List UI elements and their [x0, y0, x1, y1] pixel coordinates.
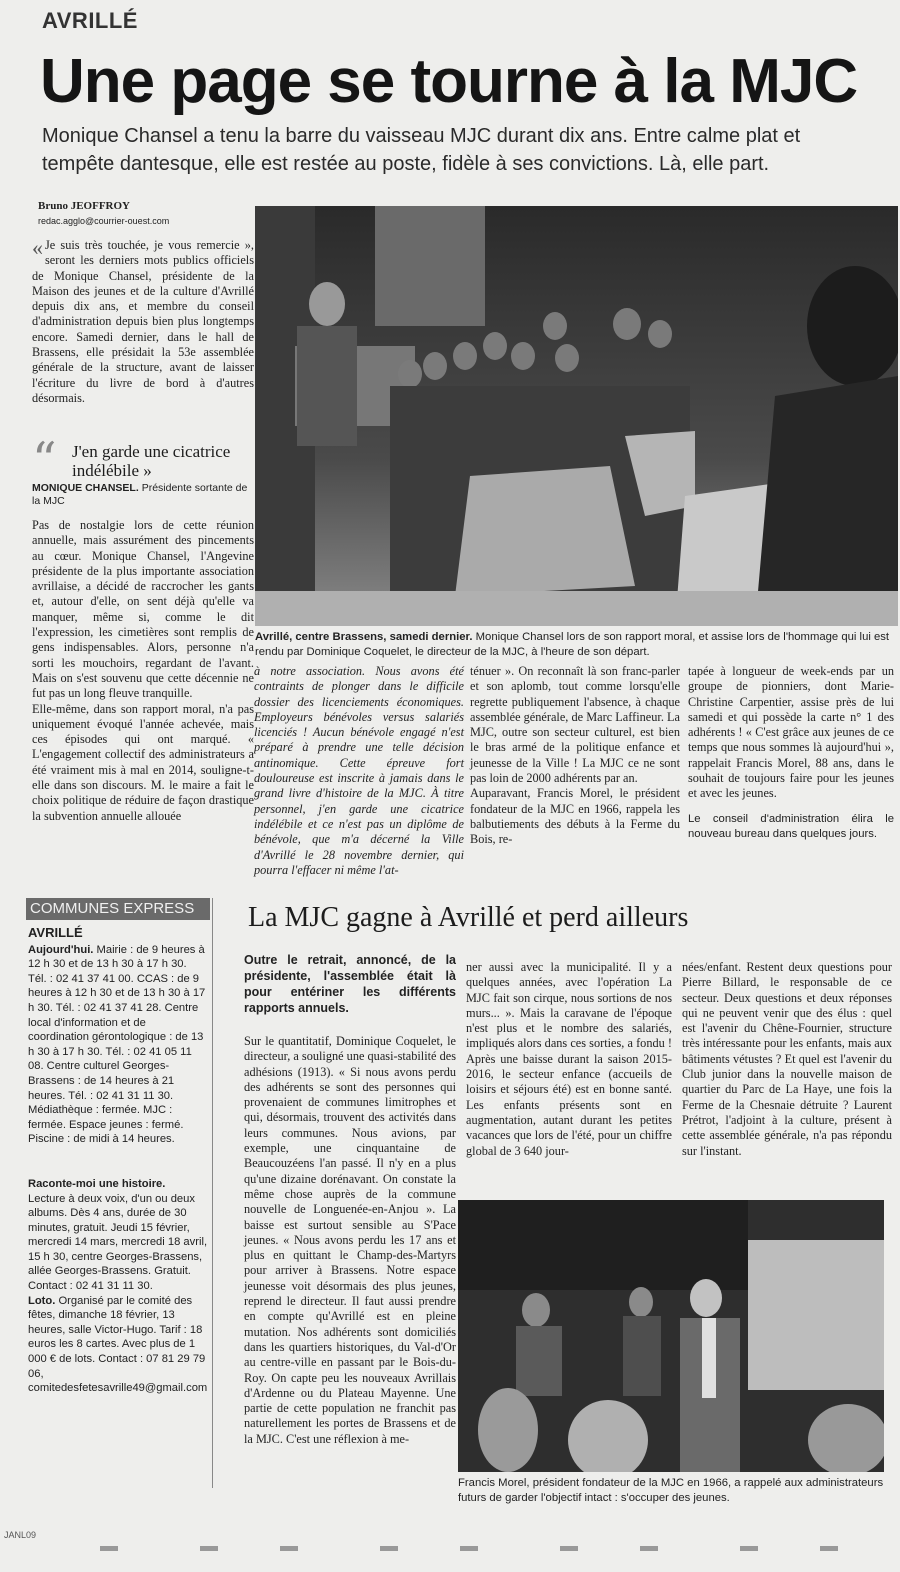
- column-divider: [212, 898, 213, 1488]
- assembly-photo-image: [255, 206, 898, 626]
- sidebar-loto: Loto. Organisé par le comité des fêtes, dimanche 18 février, 13 heures, salle Victor-Hugo. Tarif : 18 euros les 8 cartes. Avec plus de 1 000 € de lots. Contact : 07 81 29 79 06, comitedesfetesavrille49@gmail.com: [28, 1294, 208, 1395]
- quote-marks-icon: “: [32, 432, 57, 488]
- sidebar-story: Raconte-moi une histoire. Lecture à deux voix, d'un ou deux albums. Dès 4 ans, durée de 30 minutes, gratuit. Jeudi 15 février, mercredi 14 mars, mercredi 18 avril, 15 h 30, centre Georges-Brassens, allée Georges-Brassens. Gratuit. Contact : 02 41 31 11 30.: [28, 1177, 208, 1293]
- paragraph: nées/enfant. Restent deux questions pour Pierre Billard, le responsable de ce secteur. Deux questions et deux réponses qui ne peuvent venir que des élus : quel est l'avenir du Chêne-Fournier, structure très intéressante pour les enfants, mais aux bâtiments vétustes ? Et quel est l'avenir du Club junior dans la nouvelle maison de quartier du Parc de La Haye, une fois la Ferme de la Chesnaie détruite ? Laurent Prétrot, l'adjoint à la culture, présent à cette assemblée générale, n'a pas répondu sur l'instant.: [682, 960, 893, 1158]
- caption-lead: Avrillé, centre Brassens, samedi dernier.: [255, 631, 473, 643]
- article-column-1: [32, 518, 254, 824]
- sidebar-city: AVRILLÉ: [28, 925, 83, 940]
- paragraph: ténuer ». On reconnaît là son franc-parler et son aplomb, tout comme lorsqu'elle regrette publiquement l'absence, à chaque assemblée générale, de Marc Laffineur. La MJC, outre son secteur culturel, est bien le bras armé de la politique enfance et jeunesse de la Ville ! La MJC ce ne sont pas loin de 2000 adhérents par an.: [470, 664, 680, 786]
- article-column-4: [688, 664, 894, 842]
- sub-article-column-2: [466, 960, 672, 1159]
- caption-text: Monique Chansel lors de son rapport moral, et assise lors de l'hommage qui lui est rendu par Dominique Coquelet, le directeur de la MJC, à l'heure de son départ.: [255, 631, 890, 658]
- sub-article-column-3: [682, 960, 892, 1159]
- print-mark: [820, 1546, 838, 1551]
- paragraph: Elle-même, dans son rapport moral, n'a pas uniquement évoqué l'année achevée, mais ces épisodes qui ont marqué. « L'engagement collectif des administrateurs a été vraiment mis à mal en 2014, souligne-t-elle dans son discours. M. le maire a fait le choix politique de réduire de façon drastique la subvention annuelle allouée: [32, 701, 254, 823]
- speaker-photo-image: [458, 1200, 884, 1472]
- byline: Bruno JEOFFROY: [38, 200, 130, 212]
- section-label: AVRILLÉ: [42, 8, 138, 33]
- article-column-2: [254, 664, 464, 878]
- paragraph: à notre association. Nous avons été contraints de plonger dans le difficile dossier des licenciements économiques. Employeurs bénévoles versus salariés licenciés ! Aucun bénévole engagé n'est préparé à prendre une telle décision antinomique. Cette épreuve fort douloureuse est inscrite à jamais dans le grand livre d'histoire de la MJC. À titre personnel, j'en garde une cicatrice indélébile et ce n'est pas un diplôme de bénévole, que m'a décerné la Ville d'Avrillé le 28 novembre dernier, qui pourra l'effacer ni même l'at-: [254, 664, 464, 877]
- second-photo-caption: Francis Morel, président fondateur de la MJC en 1966, a rappelé aux administrateurs futurs de garder l'objectif intact : s'occuper des jeunes.: [458, 1477, 884, 1504]
- sidebar-today: Aujourd'hui. Mairie : de 9 heures à 12 h 30 et de 13 h 30 à 17 h 30. Tél. : 02 41 37 41 00. CCAS : de 9 heures à 12 h 30 et de 13 h 30 à 17 h 30. Tél. : 02 41 37 41 28. Centre local d'information et de coordination gérontologique : de 13 h 30 à 17 h 30. Tél. : 02 41 05 11 08. Centre culturel Georges-Brassens : de 14 heures à 21 heures. Tél. : 02 41 31 11 30. Médiathèque : fermée. MJC : fermée. Espace jeunes : fermé. Piscine : de midi à 14 heures.: [28, 943, 206, 1146]
- quote-author: MONIQUE CHANSEL.: [32, 482, 139, 494]
- paragraph: Sur le quantitatif, Dominique Coquelet, le directeur, a souligné une quasi-stabilité des adhésions (1913). « Si nous avons perdu des adhérents se sont des personnes qui provenaient de communes limitrophes et qui, désormais, trouvent des activités dans leurs communes. Nous avions, par exemple, une cinquantaine de Beaucouzéens l'an passé. Il n'y en a plus qu'une dizaine dorénavant. On constate la même chose auprès de la commune nouvelle de Longuenée-en-Anjou ». La baisse est surtout sensible au S'Pace jeunes. « Nous avons perdu les 17 ans et plus en quittant le Champ-des-Martyrs pour arriver à Brassens. Notre espace jeunesse voit désormais des plus jeunes, reprend le directeur. Il faut aussi prendre en compte qu'Avrillé est en pleine mutation. Nos adhérents sont domiciliés dans les quartiers historiques, du Val-d'Or au centre-ville en passant par le Bois-du-Roy. On capte peu les nouveaux Avrillais d'Ardenne ou du Plateau Mayenne. Une partie de cette population ne franchit pas naturellement les portes de Brassens et de la MJC. C'est une réflexion à me-: [244, 1034, 456, 1446]
- quote-role: Présidente sortante de la MJC: [32, 482, 248, 507]
- print-mark: [280, 1546, 298, 1551]
- print-mark: [460, 1546, 478, 1551]
- print-mark: [560, 1546, 578, 1551]
- article-column-3: [470, 664, 680, 848]
- pull-quote: J'en garde une cicatrice indélébile »: [72, 442, 231, 480]
- chapo: Monique Chansel a tenu la barre du vaisseau MJC durant dix ans. Entre calme plat et tempête dantesque, elle est restée au poste, fidèle à ses convictions. Là, elle part.: [42, 125, 801, 175]
- author-email: redac.agglo@courrier-ouest.com: [38, 216, 170, 226]
- print-mark: [740, 1546, 758, 1551]
- paragraph: Auparavant, Francis Morel, le président fondateur de la MJC en 1966, rappela les balbutiements des débuts à la Ferme du Bois, re-: [470, 786, 680, 847]
- sub-article-lead: Outre le retrait, annoncé, de la présidente, l'assemblée était là pour entériner les différents rapports annuels.: [244, 953, 456, 1015]
- communes-express-sidebar: [28, 926, 208, 1396]
- closing-paragraph: Le conseil d'administration élira le nouveau bureau dans quelques jours.: [688, 812, 894, 840]
- print-mark: [100, 1546, 118, 1551]
- main-photo: [255, 206, 898, 626]
- page-code: JANL09: [4, 1530, 37, 1540]
- pull-quote-attribution: [32, 482, 252, 508]
- intro-paragraph: [32, 235, 254, 406]
- print-mark: [380, 1546, 398, 1551]
- paragraph: tapée à longueur de week-ends par un groupe de pionniers, dont Marie-Christine Carpentier, assise près de lui samedi et qui possède la carte n° 1 des adhérents ! « C'est grâce aux jeunes de ce temps que nous sommes là aujourd'hui », rappelait Francis Morel, 88 ans, dans le souhait de toujours faire pour les jeunes et avec les jeunes.: [688, 664, 894, 801]
- paragraph: Pas de nostalgie lors de cette réunion annuelle, mais assurément des pincements au cœur. Monique Chansel, l'Angevine présidente de la plus importante association avrillaise, a décidé de raccrocher les gants et, autour d'elle, on sent déjà qu'elle va manquer, même si, comme le dit l'expression, les cimetières sont remplis de gens indispensables. Alors, personne n'a sorti les mouchoirs, regardant de l'avant. Mais on s'est souvenu que cette décennie ne fut pas un long fleuve tranquille.: [32, 518, 254, 701]
- photo-caption: [255, 630, 895, 660]
- paragraph: ner aussi avec la municipalité. Il y a quelques années, avec l'opération La MJC fait son cirque, nous sortions de nos murs... ». Mais la caravane de l'époque n'est plus et le nombre des salariés, impliqués alors dans ces sorties, a fondu ! Après une baisse durant la saison 2015-2016, le secteur enfance (accueils de loisirs et séjours été) est en bonne santé. Les enfants présents sont en augmentation, autant durant les petites vacances que lors de l'été, pour un chiffre global de 3 640 jour-: [466, 960, 672, 1158]
- sidebar-header: COMMUNES EXPRESS: [26, 898, 210, 920]
- subheadline: La MJC gagne à Avrillé et perd ailleurs: [248, 902, 689, 933]
- print-mark: [200, 1546, 218, 1551]
- sub-article-column-1: [244, 952, 456, 1447]
- print-mark: [640, 1546, 658, 1551]
- headline: Une page se tourne à la MJC: [40, 47, 858, 116]
- second-photo: [458, 1200, 884, 1472]
- drop-quote-icon: «: [32, 235, 43, 260]
- intro-text: Je suis très touchée, je vous remercie », seront les derniers mots publics officiels de Monique Chansel, présidente de la Maison des jeunes et de la culture d'Avrillé depuis dix ans, et membre du conseil d'administration depuis bien plus longtemps encore. Samedi dernier, dans le hall de Brassens, elle présidait la 53e assemblée générale de la structure, avant de laisser l'écriture du livre de bord à d'autres désormais.: [32, 238, 254, 405]
